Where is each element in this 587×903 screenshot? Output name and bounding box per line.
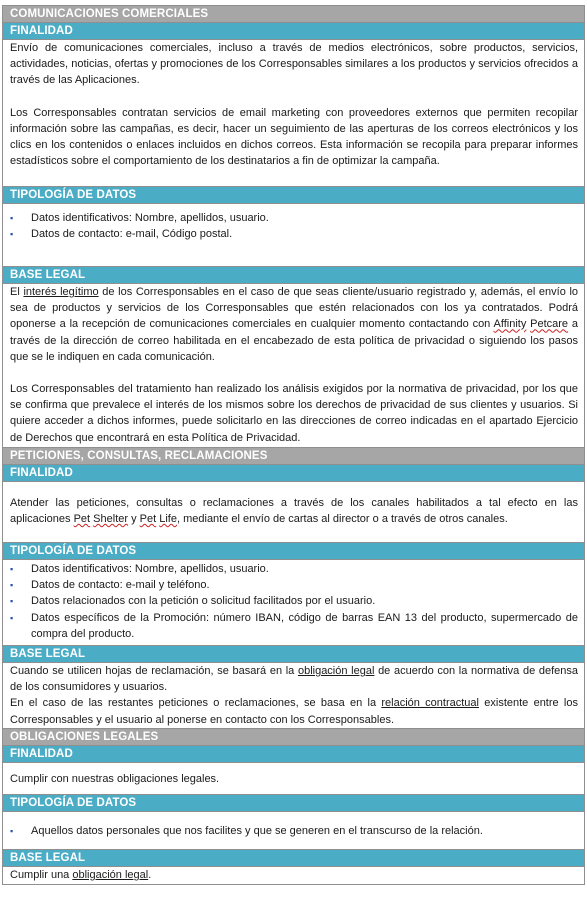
base-legal-paragraph-2 <box>10 695 578 727</box>
text: de acuerdo con la normativa de defensa de los consumidores y usuarios. <box>10 665 578 694</box>
text: de los Corresponsables en el caso de que seas cliente/usuario registrado y, además, el envío lo sea de productos y servicios de los Corresponsables que estén relacionados con los ya contratados. Podrá oponerse a la recepción de comunicaciones comerciales en cualquier momento contactando con <box>10 286 579 331</box>
text: existente entre los Corresponsables y el usuario al ponerse en contacto con los Corresponsables. <box>10 697 578 726</box>
base-legal-paragraph <box>10 867 578 883</box>
finalidad-header: FINALIDAD <box>3 465 584 482</box>
section-title-comunicaciones: COMUNICACIONES COMERCIALES <box>3 6 584 23</box>
tipologia-cell <box>3 560 584 646</box>
section-title-obligaciones: OBLIGACIONES LEGALES <box>3 729 584 746</box>
base-legal-header: BASE LEGAL <box>3 646 584 663</box>
text: , mediante el envío de cartas al director o a través de otros canales. <box>176 513 508 526</box>
tipologia-header: TIPOLOGÍA DE DATOS <box>3 543 584 560</box>
text: . <box>148 869 152 881</box>
finalidad-header: FINALIDAD <box>3 746 584 763</box>
list-item: ▪ Datos específicos de la Promoción: número IBAN, código de barras EAN 13 del producto, supermercado de compra del producto. <box>10 610 578 642</box>
list-item: ▪ Aquellos datos personales que nos facilites y que se generen en el transcurso de la relación. <box>10 823 578 839</box>
legal-basis-term: relación contractual <box>381 697 479 710</box>
brand-name: Affinity <box>493 318 527 331</box>
data-types-list <box>10 210 578 242</box>
app-name: Pet <box>73 513 91 526</box>
text: Cumplir una <box>10 869 73 881</box>
text: Cuando se utilicen hojas de reclamación, se basará en la <box>10 665 298 677</box>
text: y <box>128 513 140 526</box>
app-name: Shelter <box>93 513 129 526</box>
finalidad-paragraph <box>10 495 578 527</box>
finalidad-cell <box>3 40 584 187</box>
list-item: ▪ Datos relacionados con la petición o solicitud facilitados por el usuario. <box>10 593 578 609</box>
base-legal-paragraph-2: Los Corresponsables del tratamiento han realizado los análisis exigidos por la normativa de privacidad, por los que se confirma que prevalece el interés de los mismos sobre los derechos de privacidad de sus clientes y usuarios. Si quiere acceder a dichos informes, puede solicitarlo en las direcciones de correo indicadas en el apartado Ejercicio de Derechos que encontrará en esta Política de Privacidad. <box>10 383 578 444</box>
tipologia-cell <box>3 204 584 267</box>
legal-basis-term: obligación legal <box>297 665 375 677</box>
base-legal-cell <box>3 284 584 448</box>
tipologia-header: TIPOLOGÍA DE DATOS <box>3 187 584 204</box>
list-item: ▪ Datos de contacto: e-mail y teléfono. <box>10 577 578 593</box>
base-legal-header: BASE LEGAL <box>3 850 584 867</box>
finalidad-paragraph-1: Envío de comunicaciones comerciales, incluso a través de medios electrónicos, sobre productos, servicios, actividades, noticias, ofertas y promociones de los Corresponsables similares a los productos y servicios ofrecidos a través de las Aplicaciones. <box>10 42 578 87</box>
privacy-table <box>2 5 585 885</box>
app-name: Life <box>159 513 177 526</box>
tipologia-cell <box>3 812 584 850</box>
finalidad-cell <box>3 763 584 795</box>
data-types-list <box>10 561 578 642</box>
text: Atender las peticiones, consultas o reclamaciones a través de los canales habilitados a tal efecto en las aplicaciones <box>10 497 578 526</box>
finalidad-header: FINALIDAD <box>3 23 584 40</box>
finalidad-paragraph: Cumplir con nuestras obligaciones legales. <box>10 773 220 785</box>
base-legal-header: BASE LEGAL <box>3 267 584 284</box>
finalidad-cell <box>3 482 584 543</box>
text: En el caso de las restantes peticiones o reclamaciones, se basa en la <box>10 697 382 710</box>
base-legal-paragraph-1 <box>10 663 578 695</box>
section-title-peticiones: PETICIONES, CONSULTAS, RECLAMACIONES <box>3 448 584 465</box>
legal-basis-term: obligación legal <box>72 869 149 881</box>
app-name: Pet <box>139 513 157 526</box>
base-legal-paragraph-1 <box>10 284 578 365</box>
text: a través de la dirección de correo habilitada en el encabezado de esta política de privacidad o siguiendo los pasos que se le indiquen en cada comunicación. <box>10 318 578 363</box>
base-legal-cell <box>3 663 584 729</box>
data-types-list <box>10 823 578 839</box>
list-item: ▪ Datos de contacto: e-mail, Código postal. <box>10 226 578 242</box>
legal-basis-term: interés legítimo <box>23 286 99 298</box>
tipologia-header: TIPOLOGÍA DE DATOS <box>3 795 584 812</box>
brand-name: Petcare <box>530 318 569 331</box>
list-item: ▪ Datos identificativos: Nombre, apellidos, usuario. <box>10 210 578 226</box>
base-legal-cell <box>3 867 584 884</box>
finalidad-paragraph-2: Los Corresponsables contratan servicios de email marketing con proveedores externos que permiten recopilar información sobre las campañas, es decir, hacer un seguimiento de las aperturas de los correos electrónicos y los clics en los contenidos o enlaces incluidos en dichos correos. Esta información se recopila para preparar informes estadísticos sobre el comportamiento de los destinatarios a fin de optimizar la campaña. <box>10 106 578 168</box>
text: El <box>10 286 24 298</box>
list-item: ▪ Datos identificativos: Nombre, apellidos, usuario. <box>10 561 578 577</box>
